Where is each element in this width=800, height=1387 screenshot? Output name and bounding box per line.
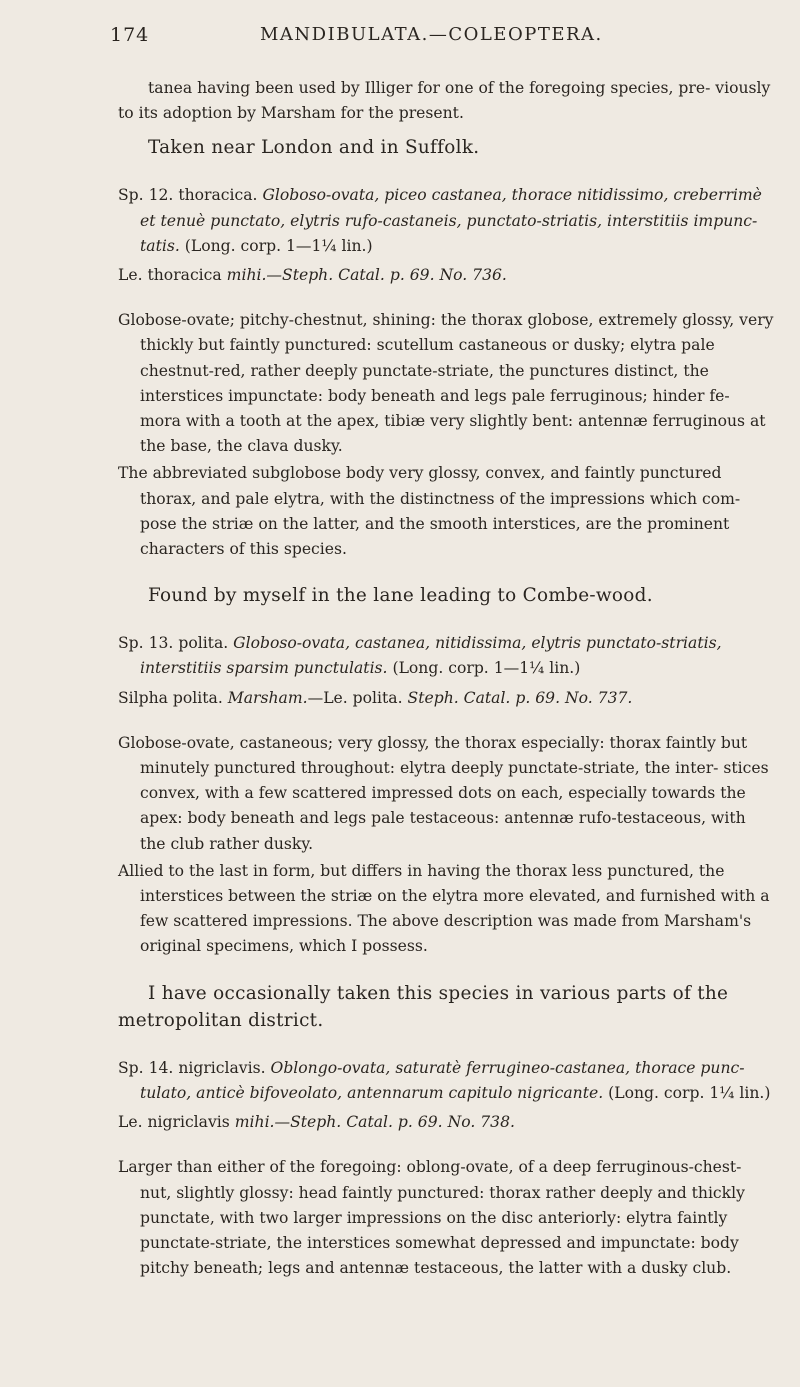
species-12-latin: Globoso-ovata, piceo castanea, thorace nitidissimo, creberrimè et tenuè punctato, elytris rufo-castaneis, punctato-striatis, interstitiis impunc- tatis. bbox=[140, 186, 762, 255]
species-12-label: Sp. 12. thoracica. bbox=[118, 186, 258, 205]
page-header bbox=[110, 24, 750, 54]
species-13-size: (Long. corp. 1—1¼ lin.) bbox=[392, 659, 581, 678]
species-12-synonymy bbox=[118, 263, 774, 288]
species-13-syn-name: Silpha polita. bbox=[118, 688, 223, 707]
species-13-remarks: Allied to the last in form, but differs in having the thorax less punctured, the interstices between the striæ on the elytra more elevated, and furnished with a few scattered impressions. The above description was made from Marsham's original specimens, which I possess. bbox=[118, 861, 770, 956]
species-14-latin: Oblongo-ovata, saturatè ferrugineo-castanea, thorace punc- tulato, anticè bifoveolato, antennarum capitulo nigricante. bbox=[140, 1058, 745, 1102]
species-14-syn-ref: mihi.—Steph. Catal. p. 69. No. 738. bbox=[234, 1113, 515, 1132]
species-12-size: (Long. corp. 1—1¼ lin.) bbox=[184, 236, 373, 255]
species-13-description: Globose-ovate, castaneous; very glossy, the thorax especially: thorax faintly but minutely punctured throughout: elytra deeply punctate-striate, the inter- stices convex, with a few scattered impressed dots on each, especially towards the apex: body beneath and legs pale testaceous: antennæ rufo-testaceous, with the club rather dusky. bbox=[118, 733, 769, 853]
species-12-diagnosis bbox=[118, 183, 774, 259]
intro-paragraph: tanea having been used by Illiger for one of the foregoing species, pre- viously to its adoption by Marsham for the present. bbox=[118, 79, 771, 123]
species-13-label: Sp. 13. polita. bbox=[118, 634, 229, 653]
species-14-description: Larger than either of the foregoing: oblong-ovate, of a deep ferruginous-chest- nut, slightly glossy: head faintly punctured: thorax rather deeply and thickly punctate, with two larger impressions on the disc anteriorly: elytra faintly punctate-striate, the interstices somewhat depressed and impunctate: body pitchy beneath; legs and antennæ testaceous, the latter with a dusky club. bbox=[118, 1158, 745, 1278]
species-13-diagnosis bbox=[118, 631, 774, 681]
species-12-description: Globose-ovate; pitchy-chestnut, shining: the thorax globose, extremely glossy, very thickly but faintly punctured: scutellum castaneous or dusky; elytra pale chestnut-red, rather deeply punctate-striate, the punctures distinct, the interstices impunctate: body beneath and legs pale ferruginous; hinder fe- mora with a tooth at the apex, tibiæ very slightly bent: antennæ ferruginous at the base, the clava dusky. bbox=[118, 311, 774, 456]
species-12-remarks: The abbreviated subglobose body very glossy, convex, and faintly punctured thorax, and pale elytra, with the distinctness of the impressions which com- pose the striæ on the latter, and the smooth interstices, are the prominent characters of this species. bbox=[118, 464, 741, 559]
species-14-label: Sp. 14. nigriclavis. bbox=[118, 1058, 266, 1077]
species-13-locality: I have occasionally taken this species in various parts of the metropolitan district. bbox=[118, 982, 729, 1031]
species-14-synonymy bbox=[118, 1110, 774, 1135]
species-14-diagnosis bbox=[118, 1056, 774, 1106]
species-12-locality: Found by myself in the lane leading to Combe-wood. bbox=[148, 585, 653, 607]
species-12-syn-name: Le. thoracica bbox=[118, 266, 222, 285]
species-13-latin: Globoso-ovata, castanea, nitidissima, elytris punctato-striatis, interstitiis sparsim punctulatis. bbox=[140, 634, 722, 678]
species-12-syn-ref: mihi.—Steph. Catal. p. 69. No. 736. bbox=[226, 266, 507, 285]
species-13-syn-ref: Steph. Catal. p. 69. No. 737. bbox=[407, 688, 633, 707]
species-14-size: (Long. corp. 1¼ lin.) bbox=[608, 1083, 771, 1102]
page-number: 174 bbox=[110, 24, 150, 46]
species-14-syn-name: Le. nigriclavis bbox=[118, 1113, 230, 1132]
species-13-syn-rest: —Le. polita. bbox=[307, 688, 403, 707]
species-13-synonymy bbox=[118, 686, 774, 711]
page-body bbox=[118, 76, 774, 1281]
running-title: MANDIBULATA.—COLEOPTERA. bbox=[260, 24, 603, 45]
species-13-syn-author: Marsham. bbox=[227, 688, 308, 707]
locality-note: Taken near London and in Suffolk. bbox=[148, 137, 480, 159]
